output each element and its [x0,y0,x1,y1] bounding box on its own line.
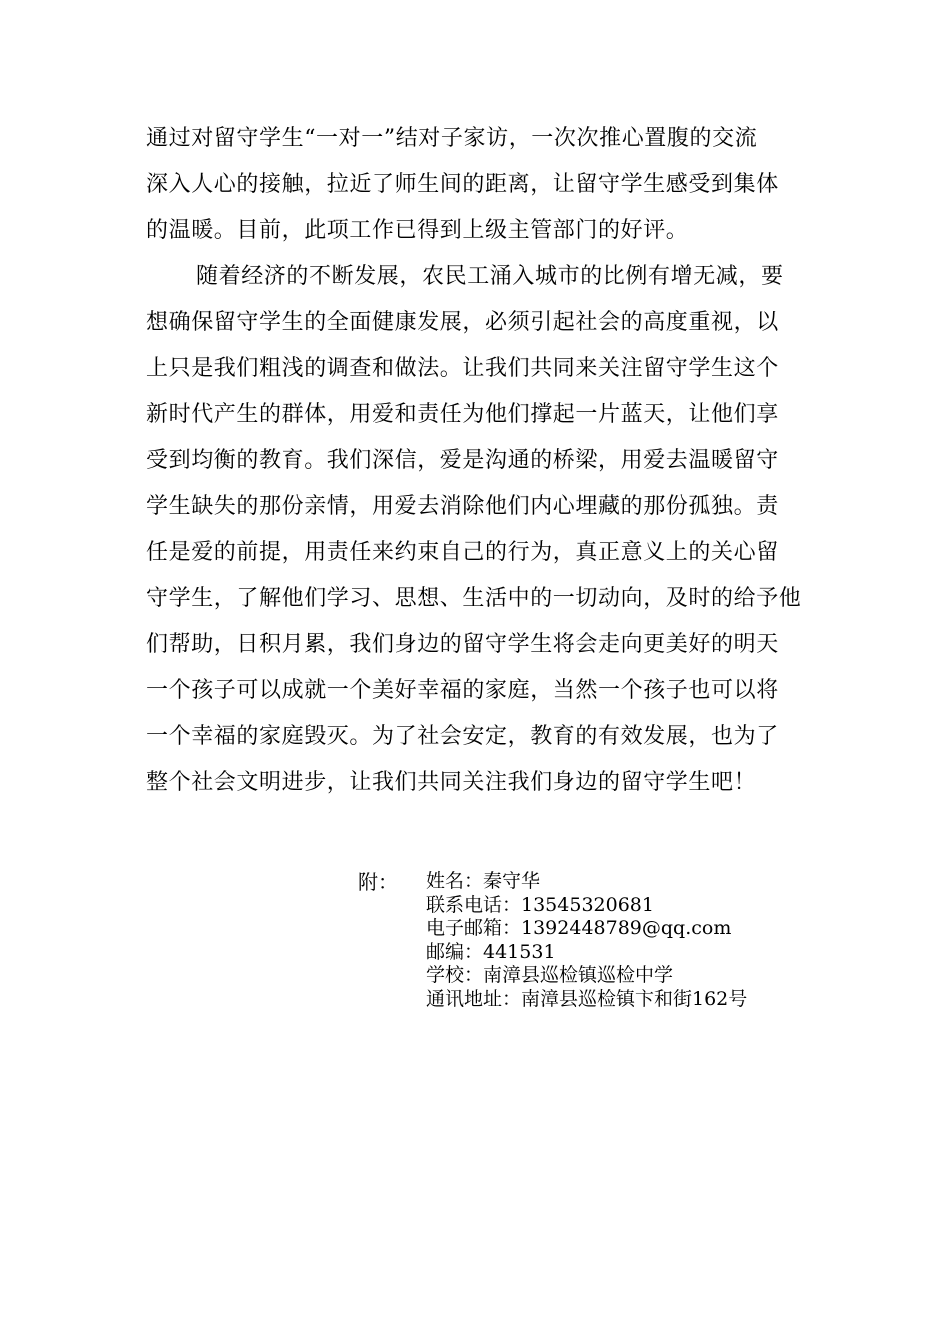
paragraph-2-line-2: 想确保留守学生的全面健康发展，必须引起社会的高度重视，以 [146,310,779,335]
paragraph-2-line-3: 上只是我们粗浅的调查和做法。让我们共同来关注留守学生这个 [146,356,779,381]
postcode: 邮编：441531 [426,940,556,963]
paragraph-2-line-8: 守学生，了解他们学习、思想、生活中的一切动向，及时的给予他 [146,586,802,611]
school-name: 学校：南漳县巡检镇巡检中学 [426,964,674,986]
appendix-fields [426,870,747,1011]
paragraph-2-line-1: 随着经济的不断发展，农民工涌入城市的比例有增无减，要 [196,264,784,289]
paragraph-2-line-7: 任是爱的前提，用责任来约束自己的行为，真正意义上的关心留 [146,540,779,565]
paragraph-2-line-9: 们帮助，日积月累，我们身边的留守学生将会走向更美好的明天 [146,632,779,657]
paragraph-2-line-5: 受到均衡的教育。我们深信，爱是沟通的桥梁，用爱去温暖留守 [146,448,779,473]
paragraph-2-line-4: 新时代产生的群体，用爱和责任为他们撑起一片蓝天，让他们享 [146,402,779,427]
paragraph-2-line-6: 学生缺失的那份亲情，用爱去消除他们内心埋藏的那份孤独。责 [146,494,779,519]
paragraph-2-line-11: 一个幸福的家庭毁灭。为了社会安定，教育的有效发展，也为了 [146,724,779,749]
body-text [146,116,810,806]
mailing-address: 通讯地址：南漳县巡检镇卞和街162号 [426,987,748,1010]
paragraph-1-line-1: 通过对留守学生“一对一”结对子家访，一次次推心置腹的交流 [146,126,758,151]
paragraph-1-line-3: 的温暖。目前，此项工作已得到上级主管部门的好评。 [146,218,689,243]
contact-phone: 联系电话：13545320681 [426,893,654,916]
paragraph-1-line-2: 深入人心的接触，拉近了师生间的距离，让留守学生感受到集体 [146,172,779,197]
paragraph-2-line-10: 一个孩子可以成就一个美好幸福的家庭，当然一个孩子也可以将 [146,678,779,703]
author-name: 姓名：秦守华 [426,870,541,892]
paragraph-2-line-12: 整个社会文明进步，让我们共同关注我们身边的留守学生吧！ [146,770,757,795]
email-address: 电子邮箱：1392448789@qq.com [426,917,732,939]
appendix-label: 附： [358,870,398,894]
